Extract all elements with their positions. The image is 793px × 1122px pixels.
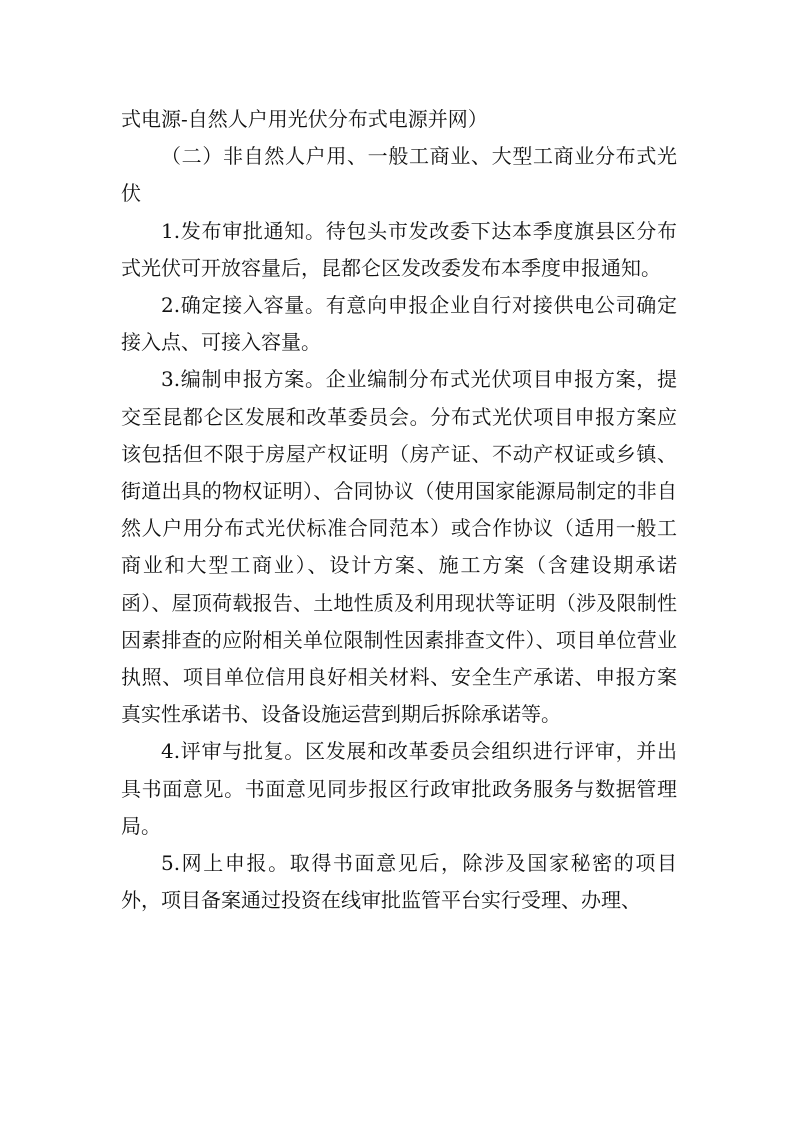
paragraph-step-4: 4.评审与批复。区发展和改革委员会组织进行评审，并出具书面意见。书面意见同步报区行政审批政务服务与数据管理局。 [121, 739, 677, 838]
paragraph-continuation: 式电源-自然人户用光伏分布式电源并网） [121, 107, 488, 131]
section-heading: （二）非自然人户用、一般工商业、大型工商业分布式光伏 [121, 144, 677, 206]
paragraph-step-5: 5.网上申报。取得书面意见后，除涉及国家秘密的项目外，项目备案通过投资在线审批监管平台实行受理、办理、 [121, 851, 677, 913]
paragraph-step-2: 2.确定接入容量。有意向申报企业自行对接供电公司确定接入点、可接入容量。 [121, 293, 677, 355]
paragraph-step-1: 1.发布审批通知。待包头市发改委下达本季度旗县区分布式光伏可开放容量后，昆都仑区发改委发布本季度申报通知。 [121, 218, 677, 280]
document-body [121, 101, 677, 919]
paragraph-step-3: 3.编制申报方案。企业编制分布式光伏项目申报方案，提交至昆都仑区发展和改革委员会。分布式光伏项目申报方案应该包括但不限于房屋产权证明（房产证、不动产权证或乡镇、街道出具的物权证明）、合同协议（使用国家能源局制定的非自然人户用分布式光伏标准合同范本）或合作协议（适用一般工商业和大型工商业）、设计方案、施工方案（含建设期承诺函）、屋顶荷载报告、土地性质及利用现状等证明（涉及限制性因素排查的应附相关单位限制性因素排查文件）、项目单位营业执照、项目单位信用良好相关材料、安全生产承诺、申报方案真实性承诺书、设备设施运营到期后拆除承诺等。 [121, 367, 677, 727]
